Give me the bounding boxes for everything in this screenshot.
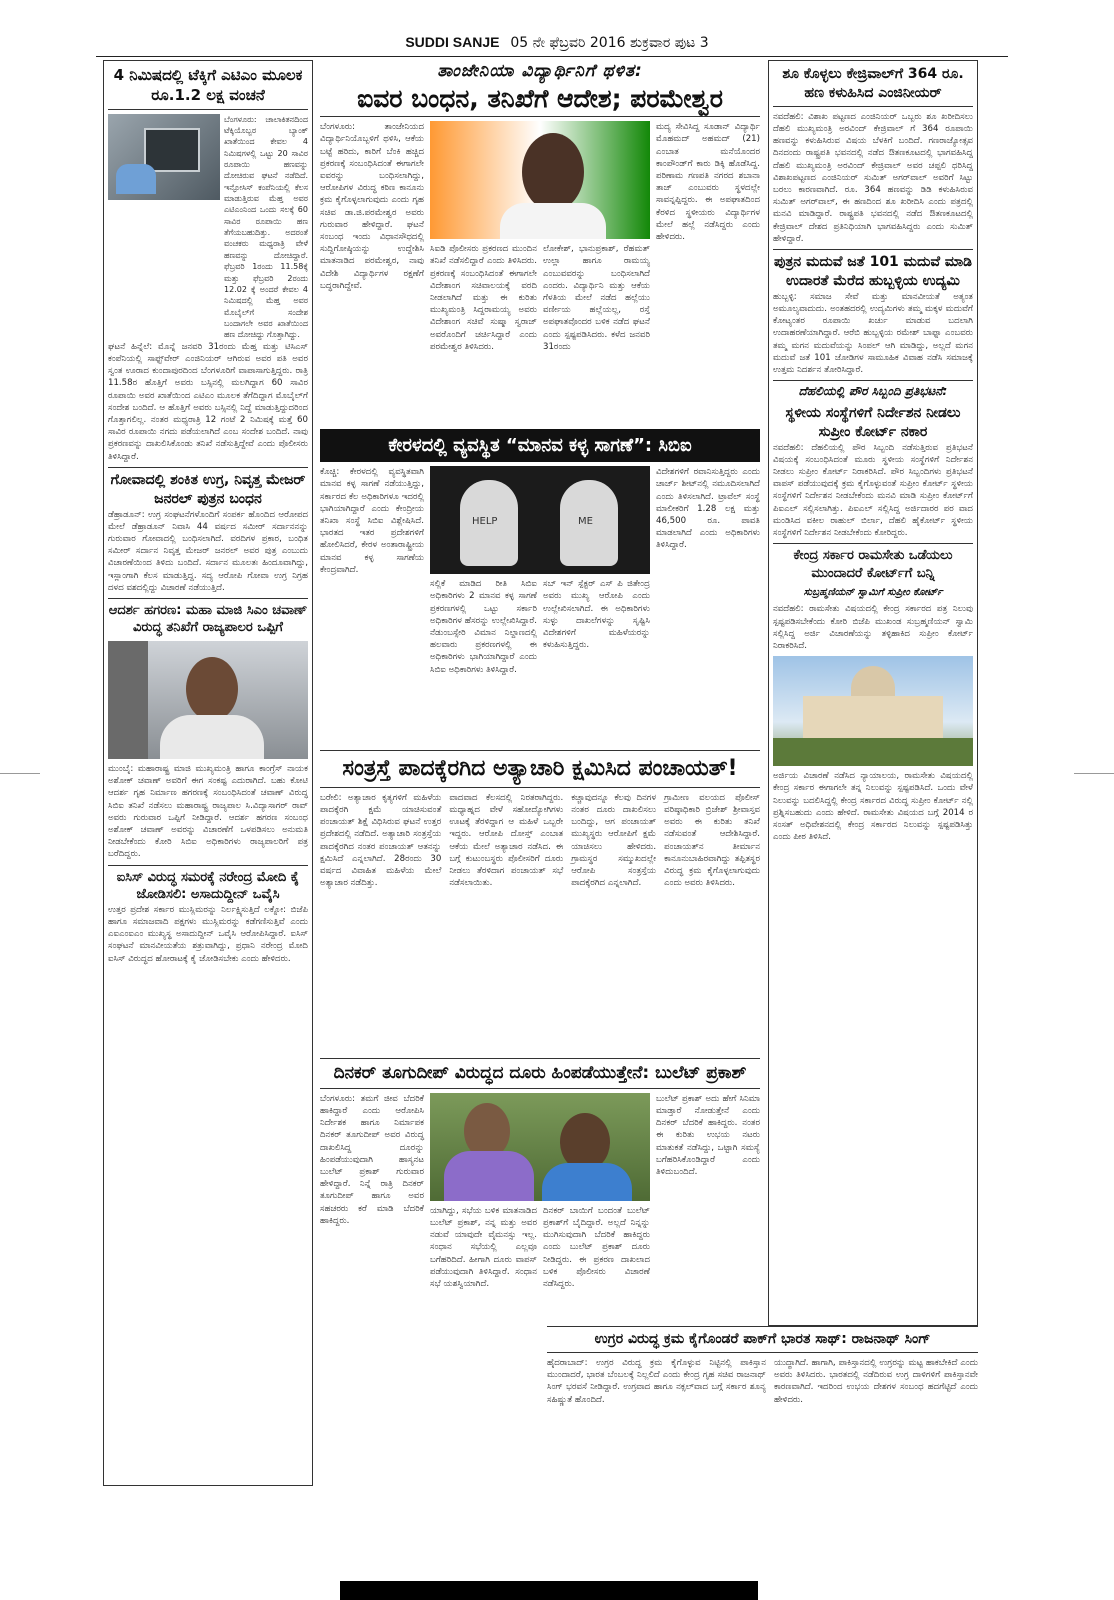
bullet-headline: ದಿನಕರ್ ತೂಗುದೀಪ್ ವಿರುದ್ಧದ ದೂರು ಹಿಂಪಡೆಯುತ್ತೇನೆ: ಬುಲೆಟ್ ಪ್ರಕಾಶ್ [320, 1058, 760, 1089]
left-column [103, 60, 313, 1486]
goa-body: ಡೆಹ್ರಾಡೂನ್: ಉಗ್ರ ಸಂಘಟನೆಗಳೊಂದಿಗೆ ಸಂಪರ್ಕ ಹೊಂದಿದ ಆರೋಪದ ಮೇಲೆ ಡೆಹ್ರಾಡೂನ್ ನಿವಾಸಿ 44 ವರ್ಷದ ಸಮೀರ್ ಸರ್ದಾನನನ್ನು ಗುರುವಾರ ಗೋವಾದಲ್ಲಿ ಬಂಧಿಸಲಾಗಿದೆ. ವರದಿಗಳ ಪ್ರಕಾರ, ಬಂಧಿತ ಸಮೀರ್ ಸರ್ದಾನ ನಿವೃತ್ತ ಮೇಜರ್ ಜನರಲ್ ಅವರ ಪುತ್ರ ಎಂಬುದು ವಿಚಾರಣೆಯಿಂದ ತಿಳಿದು ಬಂದಿದೆ. ಸರ್ದಾನ ಮೂಲತಃ ಹಿಂದೂವಾಗಿದ್ದು, ಇಸ್ಲಾಂಗಾಗಿ ಕೆಲಸ ಮಾಡುತ್ತಿದ್ದ. ಸದ್ಯ ಆರೋಪಿ ಗೋವಾ ಉಗ್ರ ನಿಗ್ರಹ ದಳದ ವಶದಲ್ಲಿದ್ದು ವಿಚಾರಣೆ ನಡೆಯುತ್ತಿದೆ. [108, 509, 308, 593]
ramasethu-lead: ನವದೆಹಲಿ: ರಾಮಸೇತು ವಿಷಯದಲ್ಲಿ ಕೇಂದ್ರ ಸರ್ಕಾರದ ಪತ್ರ ನಿಲುವು ಸ್ಪಷ್ಟಪಡಿಸಬೇಕೆಂದು ಕೋರಿ ಬಿಜೆಪಿ ಮುಖಂಡ ಸುಬ್ರಹ್ಮಣಿಯನ್ ಸ್ವಾಮಿ ಸಲ್ಲಿಸಿದ್ದ ಅರ್ಜಿ ವಿಚಾರಣೆಯನ್ನು ತಳ್ಳಿಹಾಕಿದ ಸುಪ್ರೀಂ ಕೋರ್ಟ್ ನಿರಾಕರಿಸಿದೆ. [773, 604, 973, 651]
kejriwal-body: ನವದೆಹಲಿ: ವಿಶಾಖ ಪಟ್ಟಣದ ಎಂಜಿನಿಯರ್ ಒಬ್ಬರು ಶೂ ಖರೀದಿಸಲು ದೆಹಲಿ ಮುಖ್ಯಮಂತ್ರಿ ಅರವಿಂದ್ ಕೇಜ್ರಿವಾಲ್ ಗೆ 364 ರೂಪಾಯಿ ಹಣವನ್ನು ಕಳುಹಿಸಿರುವ ವಿಷಯ ಬೆಳಕಿಗೆ ಬಂದಿದೆ. ಗಣರಾಜ್ಯೋತ್ಸವ ದಿನದಂದು ರಾಷ್ಟ್ರಪತಿ ಭವನದಲ್ಲಿ ನಡೆದ ಔತಣಕೂಟದಲ್ಲಿ ಭಾಗವಹಿಸಿದ್ದ ದೆಹಲಿ ಮುಖ್ಯಮಂತ್ರಿ ಅರವಿಂದ್ ಕೇಜ್ರಿವಾಲ್ ಅವರ ಚಪ್ಪಲಿ ಧರಿಸಿದ್ದ ವಿಶಾಖಪಟ್ಟಣದ ಎಂಜಿನಿಯರ್ ಸುಮಿತ್ ಅಗರ್‌ವಾಲ್ ಅವರಿಗೆ ಸಿಟ್ಟು ಬರಲು ಕಾರಣವಾಗಿದೆ. ರೂ. 364 ಹಣವನ್ನು ಡಿಡಿ ಕಳುಹಿಸಿರುವ ಸುಮಿತ್ ಅಗರ್‌ವಾಲ್, ಈ ಹಣದಿಂದ ಶೂ ಖರೀದಿಸಿ ಎಂದು ಪತ್ರದಲ್ಲಿ ಮನವಿ ಮಾಡಿದ್ದಾರೆ. ರಾಷ್ಟ್ರಪತಿ ಭವನದಲ್ಲಿ ನಡೆದ ಔತಣಕೂಟದಲ್ಲಿ ಕೇಜ್ರಿವಾಲ್ ದೇಶದ ಪ್ರತಿನಿಧಿಯಾಗಿ ಭಾಗವಹಿಸಿದ್ದರು ಎಂದು ಸುಮಿತ್ ಹೇಳಿದ್ದಾರೆ. [773, 111, 973, 244]
prakash-shirt [542, 1163, 632, 1201]
chavan-photo [108, 641, 308, 759]
left-margin-line [0, 773, 40, 774]
bullet-col4: ಬುಲೆಟ್ ಪ್ರಕಾಶ್ ಅದು ಹೇಗೆ ಸಿನಿಮಾ ಮಾಡ್ತಾರೆ ನೋಡುತ್ತೇನೆ ಎಂದು ದಿನಕರ್ ಬೆದರಿಕೆ ಹಾಕಿದ್ದರು. ನಂತರ ಈ ಕುರಿತು ಉಭಯ ನಟರು ಮಾತುಕತೆ ನಡೆಸಿದ್ದು, ಒಟ್ಟಾಗಿ ಸಮಸ್ಯೆ ಬಗೆಹರಿಸಿಕೊಂಡಿದ್ದಾರೆ ಎಂದು ತಿಳಿದುಬಂದಿದೆ. [656, 1093, 760, 1178]
right-margin-line [1074, 773, 1114, 774]
cbi-headline: ಕೇರಳದಲ್ಲಿ ವ್ಯವಸ್ಥಿತ “ಮಾನವ ಕಳ್ಳ ಸಾಗಣೆ”: ಸಿಬಿಐ [320, 429, 760, 462]
owaisi-body: ಉತ್ತರ ಪ್ರದೇಶ ಸರ್ಕಾರ ಮುಸ್ಲಿಮರನ್ನು ನಿರ್ಲಕ್ಷ್ಯಿಸುತ್ತಿದೆ ಲಕ್ನೋ: ಬಿಜೆಪಿ ಹಾಗೂ ಸಮಾಜವಾದಿ ಪಕ್ಷಗಳು ಮುಸ್ಲಿಮರನ್ನು ಕಡೆಗಣಿಸುತ್ತಿವೆ ಎಂದು ಎಐಎಂಐಎಂ ಮುಖ್ಯಸ್ಥ ಅಸಾದುದ್ದೀನ್ ಒವೈಸಿ ಆರೋಪಿಸಿದ್ದಾರೆ. ಐಸಿಸ್ ಸಂಘಟನೆ ಮಾನವೀಯತೆಯ ಶತ್ರುವಾಗಿದ್ದು, ಪ್ರಧಾನಿ ನರೇಂದ್ರ ಮೋದಿ ಐಸಿಸ್ ವಿರುದ್ಧದ ಹೋರಾಟಕ್ಕೆ ಕೈ ಜೋಡಿಸಬೇಕು ಎಂದು ಹೇಳಿದರು. [108, 904, 308, 964]
sc-kicker: ದೆಹಲಿಯಲ್ಲಿ ಪೌರ ಸಿಬ್ಬಂದಿ ಪ್ರತಿಭಟನೆ: [773, 380, 973, 400]
ramasethu-headline: ಕೇಂದ್ರ ಸರ್ಕಾರ ರಾಮಸೇತು ಒಡೆಯಲು ಮುಂದಾದರೆ ಕೋರ್ಟ್‌ಗೆ ಬನ್ನಿ [773, 543, 973, 582]
sc-headline: ಸ್ಥಳೀಯ ಸಂಸ್ಥೆಗಳಿಗೆ ನಿರ್ದೇಶನ ನೀಡಲು ಸುಪ್ರೀಂ ಕೋರ್ಟ್ ನಕಾರ [785, 404, 961, 440]
cbi-col3: ಸಬ್ ಇನ್ ಸ್ಪೆಕ್ಟರ್ ಎಸ್ ಪಿ ಜಿತೇಂದ್ರ ಅವರು ಮುಖ್ಯ ಆರೋಪಿ ಎಂದು ಉಲ್ಲೇಖಿಸಲಾಗಿದೆ. ಈ ಅಧಿಕಾರಿಗಳು ಸುಳ್ಳು ದಾಖಲೆಗಳನ್ನು ಸೃಷ್ಟಿಸಿ ವಿದೇಶಗಳಿಗೆ ಮಹಿಳೆಯರನ್ನು ಕಳುಹಿಸುತ್ತಿದ್ದರು. [543, 579, 650, 651]
ramasethu-body: ಅರ್ಜಿಯ ವಿಚಾರಣೆ ನಡೆಸಿದ ನ್ಯಾಯಾಲಯ, ರಾಮಸೇತು ವಿಷಯದಲ್ಲಿ ಕೇಂದ್ರ ಸರ್ಕಾರ ಈಗಾಗಲೇ ತನ್ನ ನಿಲುವನ್ನು ಸ್ಪಷ್ಟಪಡಿಸಿದೆ. ಒಂದು ವೇಳೆ ನಿಲುವನ್ನು ಬದಲಿಸಿದ್ದಲ್ಲಿ ಕೇಂದ್ರ ಸರ್ಕಾರದ ವಿರುದ್ಧ ಸುಪ್ರೀಂ ಕೋರ್ಟ್ ನಲ್ಲಿ ಪ್ರಶ್ನಿಸಬಹುದು ಎಂದು ಹೇಳಿದೆ. ರಾಮಸೇತು ವಿಷಯದ ಬಗ್ಗೆ 2014 ರ ಸಂಸತ್ ಅಧಿವೇಶನದಲ್ಲಿ ಕೇಂದ್ರ ಸರ್ಕಾರದ ನಿಲುವನ್ನು ಸ್ಪಷ್ಟಪಡಿಸಿತ್ತು ಎಂದು ಪೀಠ ತಿಳಿಸಿದೆ. [773, 771, 973, 843]
chavan-body: ಮುಂಬೈ: ಮಹಾರಾಷ್ಟ್ರ ಮಾಜಿ ಮುಖ್ಯಮಂತ್ರಿ ಹಾಗೂ ಕಾಂಗ್ರೆಸ್ ನಾಯಕ ಅಶೋಕ್ ಚವಾಣ್ ಅವರಿಗೆ ಈಗ ಸಂಕಷ್ಟ ಎದುರಾಗಿದೆ. ಬಹು ಕೋಟಿ ಆದರ್ಶ ಗೃಹ ನಿರ್ಮಾಣ ಹಗರಣಕ್ಕೆ ಸಂಬಂಧಿಸಿದಂತೆ ಚವಾಣ್ ವಿರುದ್ಧ ಸಿಬಿಐ ತನಿಖೆ ನಡೆಸಲು ಮಹಾರಾಷ್ಟ್ರ ರಾಜ್ಯಪಾಲ ಸಿ.ವಿದ್ಯಾಸಾಗರ್ ರಾವ್ ಅವರು ಗುರುವಾರ ಒಪ್ಪಿಗೆ ನೀಡಿದ್ದಾರೆ. ಆದರ್ಶ ಹಗರಣ ಸಂಬಂಧ ಅಶೋಕ್ ಚವಾಣ್ ಅವರನ್ನು ವಿಚಾರಣೆಗೆ ಒಳಪಡಿಸಲು ಅನುಮತಿ ನೀಡಬೇಕೆಂದು ಕೋರಿ ಸಿಬಿಐ ಅಧಿಕಾರಿಗಳು ರಾಜ್ಯಪಾಲರಿಗೆ ಪತ್ರ ಬರೆದಿದ್ದರು. [108, 764, 308, 860]
chavan-shirt [160, 715, 264, 759]
cbi-col4: ವಿದೇಶಗಳಿಗೆ ರವಾನಿಸುತ್ತಿದ್ದರು ಎಂದು ಚಾರ್ಜ್ ಶೀಟ್‌ನಲ್ಲಿ ನಮೂದಿಸಲಾಗಿದೆ ಎಂದು ತಿಳಿಸಲಾಗಿದೆ. ಟ್ರಾವೆಲ್ ಸಂಸ್ಥೆ ಮಾಲೀಕರಿಗೆ 1.28 ಲಕ್ಷ ಮತ್ತು 46,500 ರೂ. ಪಾವತಿ ಮಾಡಲಾಗಿದೆ ಎಂದು ಅಧಿಕಾರಿಗಳು ತಿಳಿಸಿದ್ದಾರೆ. [656, 467, 760, 551]
atm-lead: ಬೆಂಗಳೂರು: ಚಾಲಾಕಿತನದಿಂದ ಟೆಕ್ಕಿಯೊಬ್ಬರ ಬ್ಯಾಂಕ್ ಖಾತೆಯಿಂದ ಕೇವಲ 4 ನಿಮಿಷಗಳಲ್ಲಿ ಒಟ್ಟು 20 ಸಾವಿರ ರೂಪಾಯಿ ಹಣವನ್ನು ದೋಚಿರುವ ಘಟನೆ ನಡೆದಿದೆ. ಇನ್ಫೋಸಿಸ್ ಕಂಪೆನಿಯಲ್ಲಿ ಕೆಲಸ ಮಾಡುತ್ತಿರುವ ಮೆಹ್ತ ಅವರ ಎಟಿಎಂನಿಂದ ಒಂದು ಸಲಕ್ಕೆ 60 ಸಾವಿರ ರೂಪಾಯಿ ಹಣ ತೆಗೆಯಬಹುದಿತ್ತು. ಅದರಂತೆ ವಂಚಕರು ಮಧ್ಯರಾತ್ರಿ ವೇಳೆ ಹಣವನ್ನು ದೋಚಿದ್ದಾರೆ. ಫೆಬ್ರವರಿ 1ರಂದು 11.58ಕ್ಕೆ ಮತ್ತು ಫೆಬ್ರವರಿ 2ರಂದು 12.02 ಕ್ಕೆ ಅಂದರೆ ಕೇವಲ 4 ನಿಮಿಷದಲ್ಲಿ ಮೆಹ್ತ ಅವರ ಮೊಬೈಲ್‌ಗೆ ಸಂದೇಶ ಬಂದಾಗಲೇ ಅವರ ಖಾತೆಯಿಂದ ಹಣ ದೋಚಿದ್ದು ಗೊತ್ತಾಗಿದ್ದು. [224, 114, 308, 340]
bullet-col1: ಬೆಂಗಳೂರು: ತಮಗೆ ಜೀವ ಬೆದರಿಕೆ ಹಾಕಿದ್ದಾರೆ ಎಂದು ಆರೋಪಿಸಿ ನಿರ್ದೇಶಕ ಹಾಗೂ ನಿರ್ಮಾಪಕ ದಿನಕರ್ ತೂಗುದೀಪ್ ಅವರ ವಿರುದ್ಧ ದಾಖಲಿಸಿದ್ದ ದೂರನ್ನು ಹಿಂಪಡೆಯುವುದಾಗಿ ಹಾಸ್ಯನಟ ಬುಲೆಟ್ ಪ್ರಕಾಶ್ ಗುರುವಾರ ಹೇಳಿದ್ದಾರೆ. ನಿನ್ನೆ ರಾತ್ರಿ ದಿನಕರ್ ತೂಗುದೀಪ್ ಹಾಗೂ ಅವರ ಸಹಚರರು ಕರೆ ಮಾಡಿ ಬೆದರಿಕೆ ಹಾಕಿದ್ದರು. [320, 1093, 424, 1226]
court-dome [851, 666, 895, 696]
rajnath-col2: ಯುದ್ಧಾಗಿದೆ. ಹಾಗಾಗಿ, ಪಾಕಿಸ್ತಾನದಲ್ಲಿ ಉಗ್ರರನ್ನು ಮಟ್ಟ ಹಾಕಬೇಕಿದೆ ಎಂದು ಅವರು ತಿಳಿಸಿದರು. ಭಾರತದಲ್ಲಿ ನಡೆದಿರುವ ಉಗ್ರ ದಾಳಿಗಳಿಗೆ ಪಾಕಿಸ್ತಾನವೇ ಕಾರಣವಾಗಿದೆ. ಇದರಿಂದ ಉಭಯ ದೇಶಗಳ ಸಂಬಂಧ ಹದಗೆಟ್ಟಿದೆ ಎಂದು ಹೇಳಿದರು. [773, 1357, 978, 1405]
tanzania-col4: ಮದ್ಯ ಸೇವಿಸಿದ್ದ ಸೂಡಾನ್ ವಿದ್ಯಾರ್ಥಿ ಮೊಹಮದ್ ಅಹಮದ್ (21) ಎಂಬಾತ ಮನೆಯೊಂದರ ಕಾಂಪೌಂಡ್‌ಗೆ ಕಾರು ಡಿಕ್ಕಿ ಹೊಡೆಸಿದ್ದ. ಪರಿಣಾಮ ಗಣಪತಿ ನಗರದ ಶಬಾನಾ ತಾಜ್ ಎಂಬುವರು ಸ್ಥಳದಲ್ಲೇ ಸಾವನ್ನಪ್ಪಿದ್ದರು. ಈ ಅಪಘಾತದಿಂದ ಕೆರಳಿದ ಸ್ಥಳೀಯರು ವಿದ್ಯಾರ್ಥಿಗಳ ಮೇಲೆ ಹಲ್ಲೆ ನಡೆಸಿದ್ದರು ಎಂದು ಹೇಳಿದರು. [656, 122, 760, 243]
panchayat-col2: ವಾದವಾದ ಕೆಲಸದಲ್ಲಿ ನಿರತರಾಗಿದ್ದರು. ಮಧ್ಯಾಹ್ನದ ವೇಳೆ ಸಹೋದ್ಯೋಗಿಗಳು ಊಟಕ್ಕೆ ತೆರಳಿದ್ದಾಗ ಆ ಮಹಿಳೆ ಒಬ್ಬರೇ ಇದ್ದರು. ಆರೋಪಿ ದೋಸ್ತ್ ಎಂಬಾತ ಆಕೆಯ ಮೇಲೆ ಅತ್ಯಾಚಾರ ನಡೆಸಿದ. ಈ ಬಗ್ಗೆ ಕುಟುಂಬಸ್ಥರು ಪೊಲೀಸರಿಗೆ ದೂರು ನೀಡಲು ತೆರಳಿದಾಗ ಪಂಚಾಯತ್ ಸಭೆ ನಡೆಸಲಾಯಿತು. [449, 792, 564, 889]
dinakar-shirt [444, 1151, 534, 1201]
tanzania-headline: ಐವರ ಬಂಧನ, ತನಿಖೆಗೆ ಆದೇಶ; ಪರಮೇಶ್ವರ [320, 83, 760, 117]
tanzania-col3: ಲೋಕೇಶ್, ಭಾನುಪ್ರಕಾಶ್, ರೆಹಮತ್ ಉಲ್ಲಾ ಹಾಗೂ ರಾಮಯ್ಯ ಎಂಬುವವರನ್ನು ಬಂಧಿಸಲಾಗಿದೆ ಎಂದರು. ವಿದ್ಯಾರ್ಥಿನಿ ಮತ್ತು ಆಕೆಯ ಗೆಳತಿಯ ಮೇಲೆ ನಡೆದ ಹಲ್ಲೆಯು ವರ್ಣೀಯ ಹಲ್ಲೆಯಲ್ಲ, ರಸ್ತೆ ಅಪಘಾತವೊಂದರ ಬಳಿಕ ನಡೆದ ಘಟನೆ ಎಂದು ಸ್ಪಷ್ಟಪಡಿಸಿದರು. ಕಳೆದ ಜನವರಿ 31ರಂದು [543, 244, 650, 352]
help-me-photo [430, 466, 650, 574]
kejriwal-headline: ಶೂ ಕೊಳ್ಳಲು ಕೇಜ್ರಿವಾಲ್‌ಗೆ 364 ರೂ. ಹಣ ಕಳುಹಿಸಿದ ಎಂಜಿನೀಯರ್ [773, 65, 973, 107]
hubli-headline: ಪುತ್ರನ ಮದುವೆ ಜತೆ 101 ಮದುವೆ ಮಾಡಿ ಉದಾರತೆ ಮೆರೆದ ಹುಬ್ಬಳ್ಳಿಯ ಉದ್ಯಮಿ [773, 249, 973, 291]
ramasethu-kicker: ಸುಬ್ರಹ್ಮಣಿಯನ್ ಸ್ವಾಮಿಗೆ ಸುಪ್ರೀಂ ಕೋರ್ಟ್ [803, 587, 943, 599]
masthead-rule [96, 56, 1008, 57]
chavan-face [186, 657, 238, 721]
center-column [320, 60, 760, 1486]
chavan-headline: ಆದರ್ಶ ಹಗರಣ: ಮಹಾ ಮಾಜಿ ಸಿಎಂ ಚವಾಣ್ ವಿರುದ್ಧ ತನಿಖೆಗೆ ರಾಜ್ಯಪಾಲರ ಒಪ್ಪಿಗೆ [108, 598, 308, 637]
paper-name: SUDDI SANJE [405, 34, 500, 50]
court-lawn [773, 738, 973, 766]
atm-body: ಘಟನೆ ಹಿನ್ನೆಲೆ: ಮೊನ್ನೆ ಜನವರಿ 31ರಂದು ಮೆಹ್ತ ಮತ್ತು ಟಿಸಿಎಸ್ ಕಂಪೆನಿಯಲ್ಲಿ ಸಾಫ್ಟ್‌ವೇರ್ ಎಂಜಿನಿಯರ್ ಆಗಿರುವ ಅವರ ಪತಿ ಅವರ ಸ್ವಂತ ಊರಾದ ಕುಂದಾಪುರದಿಂದ ಬೆಂಗಳೂರಿಗೆ ವಾಪಾಸಾಗುತ್ತಿದ್ದರು. ರಾತ್ರಿ 11.58ರ ಹೊತ್ತಿಗೆ ಅವರು ಬಸ್ಸಿನಲ್ಲಿ ಮಲಗಿದ್ದಾಗ 60 ಸಾವಿರ ರೂಪಾಯಿ ಅವರ ಖಾತೆಯಿಂದ ಎಟಿಎಂ ಮೂಲಕ ತೆಗೆದಿದ್ದಾಗ ಮೊಬೈಲ್‌ಗೆ ಸಂದೇಶ ಬಂದಿದೆ. ಆ ಹೊತ್ತಿಗೆ ಅವರು ಬಸ್ಸಿನಲ್ಲಿ ನಿದ್ದೆ ಮಾಡುತ್ತಿದ್ದುದರಿಂದ ಗೊತ್ತಾಗಲಿಲ್ಲ. ನಂತರ ಮಧ್ಯರಾತ್ರಿ 12 ಗಂಟೆ 2 ನಿಮಿಷಕ್ಕೆ ಮತ್ತೆ 60 ಸಾವಿರ ರೂಪಾಯಿ ನಗದು ಪಡೆಯಲಾಗಿದೆ ಎಂಬ ಸಂದೇಶ ಬಂದಿದೆ. ನಾವು ಪ್ರಕರಣವನ್ನು ದಾಖಲಿಸಿಕೊಂಡು ತನಿಖೆ ನಡೆಸುತ್ತಿದ್ದೇವೆ ಎಂದು ಪೊಲೀಸರು ತಿಳಿಸಿದ್ದಾರೆ. [108, 341, 308, 462]
right-column [768, 60, 978, 1326]
tanzania-col2: ಸಿಐಡಿ ಪೊಲೀಸರು ಪ್ರಕರಣದ ಮುಂದಿನ ತನಿಖೆ ನಡೆಸಲಿದ್ದಾರೆ ಎಂದು ತಿಳಿಸಿದರು. ಪ್ರಕರಣಕ್ಕೆ ಸಂಬಂಧಿಸಿದಂತೆ ಈಗಾಗಲೇ ವಿದೇಶಾಂಗ ಸಚಿವಾಲಯಕ್ಕೆ ವರದಿ ನೀಡಲಾಗಿದೆ ಮತ್ತು ಈ ಕುರಿತು ಮುಖ್ಯಮಂತ್ರಿ ಸಿದ್ದರಾಮಯ್ಯ ಅವರು ವಿದೇಶಾಂಗ ಸಚಿವೆ ಸುಷ್ಮಾ ಸ್ವರಾಜ್ ಅವರೊಂದಿಗೆ ಚರ್ಚಿಸಿದ್ದಾರೆ ಎಂದು ಪರಮೇಶ್ವರ ತಿಳಿಸಿದರು. [430, 244, 537, 352]
sc-body: ನವದೆಹಲಿ: ದೆಹಲಿಯಲ್ಲಿ ಪೌರ ಸಿಬ್ಬಂದಿ ನಡೆಸುತ್ತಿರುವ ಪ್ರತಿಭಟನೆ ವಿಷಯಕ್ಕೆ ಸಂಬಂಧಿಸಿದಂತೆ ಮೂರು ಸ್ಥಳೀಯ ಸಂಸ್ಥೆಗಳಿಗೆ ನಿರ್ದೇಶನ ನೀಡಲು ಸುಪ್ರೀಂ ಕೋರ್ಟ್ ನಿರಾಕರಿಸಿದೆ. ಪೌರ ಸಿಬ್ಬಂದಿಗಳು ಪ್ರತಿಭಟನೆ ವಾಪಸ್ ಪಡೆಯುವುದಕ್ಕೆ ಕ್ರಮ ಕೈಗೊಳ್ಳುವಂತೆ ಸುಪ್ರೀಂ ಕೋರ್ಟ್ ಸ್ಥಳೀಯ ಸಂಸ್ಥೆಗಳಿಗೆ ನಿರ್ದೇಶನ ನೀಡಬೇಕೆಂದು ಮನವಿ ಮಾಡಿ ಸುಪ್ರೀಂ ಕೋರ್ಟ್‌ಗೆ ಪಿಐಎಲ್ ಸಲ್ಲಿಸಲಾಗಿತ್ತು. ಪಿಐಎಲ್ ಸಲ್ಲಿಸಿದ್ದ ಅರ್ಜಿದಾರರ ಪರ ವಾದ ಮಂಡಿಸಿದ ವಕೀಲ ರಾಹುಲ್ ಬಿರ್ಲಾ, ದೆಹಲಿ ಹೈಕೋರ್ಟ್ ಸ್ಥಳೀಯ ಸಂಸ್ಥೆಗಳಿಗೆ ನಿರ್ದೇಶನ ನೀಡಬೇಕೆಂದು ಕೋರಿದ್ದರು. [773, 442, 973, 539]
bullet-col3: ದಿನಕರ್ ಬಾಯಿಗೆ ಬಂದಂತೆ ಬುಲೆಟ್ ಪ್ರಕಾಶ್‌ಗೆ ಬೈದಿದ್ದಾರೆ. ಅಲ್ಲದೆ ನಿನ್ನನ್ನು ಮುಗಿಸುವುದಾಗಿ ಬೆದರಿಕೆ ಹಾಕಿದ್ದರು ಎಂದು ಬುಲೆಟ್ ಪ್ರಕಾಶ್ ದೂರು ನೀಡಿದ್ದರು. ಈ ಪ್ರಕರಣ ದಾಖಲಾದ ಬಳಿಕ ಪೊಲೀಸರು ವಿಚಾರಣೆ ನಡೆಸಿದ್ದರು. [543, 1205, 650, 1290]
goa-headline: ಗೋವಾದಲ್ಲಿ ಶಂಕಿತ ಉಗ್ರ, ನಿವೃತ್ತ ಮೇಜರ್ ಜನರಲ್ ಪುತ್ರನ ಬಂಧನ [108, 467, 308, 509]
atm-screen [144, 128, 200, 172]
masthead [0, 34, 1114, 54]
atm-headline: 4 ನಿಮಿಷದಲ್ಲಿ ಟೆಕ್ಕಿಗೆ ಎಟಿಎಂ ಮೂಲಕ ರೂ.1.2 ಲಕ್ಷ ವಂಚನೆ [108, 65, 308, 110]
cbi-col2: ಸಲ್ಲಿಕೆ ಮಾಡಿದ ರೀತಿ ಸಿಬಿಐ ಅಧಿಕಾರಿಗಳು 2 ಮಾನವ ಕಳ್ಳ ಸಾಗಣೆ ಪ್ರಕರಣಗಳಲ್ಲಿ ಒಟ್ಟು ಸರ್ಕಾರಿ ಅಧಿಕಾರಿಗಳ ಹೆಸರನ್ನು ಉಲ್ಲೇಖಿಸಿದ್ದಾರೆ. ನೆಡುಂಬಸ್ಸೇರಿ ವಿಮಾನ ನಿಲ್ದಾಣದಲ್ಲಿ ಹಲವಾರು ಪ್ರಕರಣಗಳಲ್ಲಿ ಈ ಅಧಿಕಾರಿಗಳು ಭಾಗಿಯಾಗಿದ್ದಾರೆ ಎಂದು ಸಿಬಿಐ ಅಧಿಕಾರಿಗಳು ತಿಳಿಸಿದ್ದಾರೆ. [430, 579, 537, 675]
help-text: HELP [472, 516, 498, 528]
me-text: ME [578, 516, 593, 528]
hubli-body: ಹುಬ್ಬಳ್ಳಿ: ಸಮಾಜ ಸೇವೆ ಮತ್ತು ಮಾನವೀಯತೆ ಅತ್ಯಂತ ಅಮೂಲ್ಯವಾದುದು. ಅಂತಹದರಲ್ಲಿ ಉದ್ಯಮಿಗಳು ತಮ್ಮ ಮಕ್ಕಳ ಮದುವೆಗೆ ಕೋಟ್ಯಂತರ ರೂಪಾಯಿ ಖರ್ಚು ಮಾಡುವ ಬದಲಾಗಿ ಉದಾಹರಣೆಯಾಗಿದ್ದಾರೆ. ಆರೆಬಿ ಹುಬ್ಬಳ್ಳಿಯ ರಮೇಶ್ ಬಾಫ್ನಾ ಎಂಬವರು ತಮ್ಮ ಮಗನ ಮದುವೆಯನ್ನು ಸಿಂಪಲ್ ಆಗಿ ಮಾಡಿದ್ದು, ಅಲ್ಲದೆ ಮಗನ ಮದುವೆ ಜತೆ 101 ಜೋಡಿಗಳ ಸಾಮೂಹಿಕ ವಿವಾಹ ನಡೆಸಿ ಸಮಾಜಕ್ಕೆ ಉತ್ತಮ ನಿದರ್ಶನ ತೋರಿಸಿದ್ದಾರೆ. [773, 291, 973, 376]
tanzania-col1: ಬೆಂಗಳೂರು: ತಾಂಜೇನಿಯದ ವಿದ್ಯಾರ್ಥಿನಿಯೊಬ್ಬಳಿಗೆ ಥಳಿಸಿ, ಆಕೆಯ ಬಟ್ಟೆ ಹರಿದು, ಕಾರಿಗೆ ಬೆಂಕಿ ಹಚ್ಚಿದ ಪ್ರಕರಣಕ್ಕೆ ಸಂಬಂಧಿಸಿದಂತೆ ಈಗಾಗಲೇ ಐವರನ್ನು ಬಂಧಿಸಲಾಗಿದ್ದು, ಆರೋಪಿಗಳ ವಿರುದ್ಧ ಕಠಿಣ ಕಾನೂನು ಕ್ರಮ ಕೈಗೊಳ್ಳಲಾಗುವುದು ಎಂದು ಗೃಹ ಸಚಿವ ಡಾ.ಜಿ.ಪರಮೇಶ್ವರ ಅವರು ಗುರುವಾರ ಹೇಳಿದ್ದಾರೆ. ಘಟನೆ ಸಂಬಂಧ ಇಂದು ವಿಧಾನಸೌಧದಲ್ಲಿ ಸುದ್ದಿಗೋಷ್ಠಿಯನ್ನು ಉದ್ದೇಶಿಸಿ ಮಾತನಾಡಿದ ಪರಮೇಶ್ವರ, ನಾವು ವಿದೇಶಿ ವಿದ್ಯಾರ್ಥಿಗಳ ರಕ್ಷಣೆಗೆ ಬದ್ಧರಾಗಿದ್ದೇವೆ. [320, 122, 424, 291]
parameshwara-face [522, 133, 584, 211]
chavan-chair [108, 641, 148, 759]
rajnath-block [547, 1326, 978, 1477]
supreme-court-photo [773, 656, 973, 766]
cbi-col1: ಕೊಚ್ಚಿ: ಕೇರಳದಲ್ಲಿ ವ್ಯವಸ್ಥಿತವಾಗಿ ಮಾನವ ಕಳ್ಳ ಸಾಗಣೆ ನಡೆಯುತ್ತಿದ್ದು, ಸರ್ಕಾರದ ಕೆಲ ಅಧಿಕಾರಿಗಳೂ ಇದರಲ್ಲಿ ಭಾಗಿಯಾಗಿದ್ದಾರೆ ಎಂದು ಕೇಂದ್ರೀಯ ತನಿಖಾ ಸಂಸ್ಥೆ ಸಿಬಿಐ ವಿಶ್ಲೇಷಿಸಿದೆ. ಭಾರತದ ಇತರ ಪ್ರದೇಶಗಳಿಗೆ ಹೋಲಿಸಿದರೆ, ಕೇರಳ ಅಂತಾರಾಷ್ಟ್ರೀಯ ಮಾನವ ಕಳ್ಳ ಸಾಗಣೆಯ ಕೇಂದ್ರವಾಗಿದೆ. [320, 467, 424, 575]
rajnath-col1: ಹೈದರಾಬಾದ್: ಉಗ್ರರ ವಿರುದ್ಧ ಕ್ರಮ ಕೈಗೊಳ್ಳುವ ನಿಟ್ಟಿನಲ್ಲಿ ಪಾಕಿಸ್ತಾನ ಮುಂದಾದರೆ, ಭಾರತ ಬೆಂಬಲಕ್ಕೆ ನಿಲ್ಲಲಿದೆ ಎಂದು ಕೇಂದ್ರ ಗೃಹ ಸಚಿವ ರಾಜನಾಥ್ ಸಿಂಗ್ ಭರವಸೆ ನೀಡಿದ್ದಾರೆ. ಉಗ್ರವಾದ ಹಾಗೂ ನಕ್ಸಲ್‌ವಾದ ಬಗ್ಗೆ ಸರ್ಕಾರ ಶೂನ್ಯ ಸಹಿಷ್ಣುತೆ ಹೊಂದಿದೆ. [547, 1357, 766, 1405]
court-building [803, 696, 943, 744]
atm-user-hand [116, 164, 156, 194]
panchayat-col3: ಕಚ್ಚಾವುದನ್ನೂ ಕೆಲವು ದಿನಗಳ ನಂತರ ದೂರು ದಾಖಲಿಸಲು ಬಂದಿದ್ದು, ಆಗ ಪಂಚಾಯತ್ ಮುಖ್ಯಸ್ಥರು ಆರೋಪಿಗೆ ಕ್ಷಮೆ ಯಾಚಿಸಲು ಹೇಳಿದರು. ಗ್ರಾಮಸ್ಥರ ಸಮ್ಮುಖದಲ್ಲೇ ಆರೋಪಿ ಸಂತ್ರಸ್ತೆಯ ಪಾದಕ್ಕೆರಗಿದ ಎನ್ನಲಾಗಿದೆ. [571, 792, 657, 889]
atm-photo [108, 114, 220, 200]
tanzania-kicker: ತಾಂಜೇನಿಯಾ ವಿದ್ಯಾರ್ಥಿನಿಗೆ ಥಳಿತ: [437, 61, 643, 81]
panchayat-col4: ಗ್ರಾಮೀಣ ವಲಯದ ಪೊಲೀಸ್ ವರಿಷ್ಠಾಧಿಕಾರಿ ಬ್ರಿಜೇಶ್ ಶ್ರೀವಾಸ್ತವ ಅವರು ಈ ಕುರಿತು ತನಿಖೆ ನಡೆಸುವಂತೆ ಆದೇಶಿಸಿದ್ದಾರೆ. ಪಂಚಾಯತ್‌ನ ತೀರ್ಮಾನ ಕಾನೂನುಬಾಹಿರವಾಗಿದ್ದು ತಪ್ಪಿತಸ್ಥರ ವಿರುದ್ಧ ಕ್ರಮ ಕೈಗೊಳ್ಳಲಾಗುವುದು ಎಂದು ಅವರು ತಿಳಿಸಿದರು. [664, 792, 760, 889]
rajnath-headline: ಉಗ್ರರ ವಿರುದ್ಧ ಕ್ರಮ ಕೈಗೊಂಡರೆ ಪಾಕ್‌ಗೆ ಭಾರತ ಸಾಥ್: ರಾಜನಾಥ್ ಸಿಂಗ್ [547, 1326, 978, 1353]
parameshwara-photo [430, 121, 650, 239]
bottom-black-bar [340, 1581, 758, 1600]
bullet-prakash-photo [430, 1093, 650, 1201]
bullet-col2: ಯಾಗಿದ್ದು, ಸಭೆಯ ಬಳಿಕ ಮಾತನಾಡಿದ ಬುಲೆಟ್ ಪ್ರಕಾಶ್, ನನ್ನ ಮತ್ತು ಅವರ ನಡುವೆ ಯಾವುದೇ ವೈಮನಸ್ಸು ಇಲ್ಲ. ಸಂಧಾನ ಸಭೆಯಲ್ಲಿ ಎಲ್ಲವೂ ಬಗೆಹರಿದಿದೆ. ಹೀಗಾಗಿ ದೂರು ವಾಪಸ್ ಪಡೆಯುವುದಾಗಿ ತಿಳಿಸಿದ್ದಾರೆ. ಸಂಧಾನ ಸಭೆ ಯಶಸ್ವಿಯಾಗಿದೆ. [430, 1205, 537, 1290]
panchayat-col1: ಬರೇಲಿ: ಅತ್ಯಾಚಾರ ಕೃತ್ಯಗಳಿಗೆ ಮಹಿಳೆಯ ಪಾದಕ್ಕೆರಗಿ ಕ್ಷಮೆ ಯಾಚಿಸುವಂತೆ ಪಂಚಾಯತ್ ಶಿಕ್ಷೆ ವಿಧಿಸಿರುವ ಘಟನೆ ಉತ್ತರ ಪ್ರದೇಶದಲ್ಲಿ ನಡೆದಿದೆ. ಅತ್ಯಾಚಾರಿ ಸಂತ್ರಸ್ತೆಯ ಪಾದಕ್ಕೆರಗಿದ ನಂತರ ಪಂಚಾಯತ್ ಆತನನ್ನು ಕ್ಷಮಿಸಿದೆ ಎನ್ನಲಾಗಿದೆ. 28ರಂದು 30 ವರ್ಷದ ವಿವಾಹಿತ ಮಹಿಳೆಯ ಮೇಲೆ ಅತ್ಯಾಚಾರ ನಡೆದಿತ್ತು. [320, 792, 442, 889]
owaisi-headline: ಐಸಿಸ್ ವಿರುದ್ಧ ಸಮರಕ್ಕೆ ನರೇಂದ್ರ ಮೋದಿ ಕೈ ಜೋಡಿಸಲಿ: ಅಸಾದುದ್ದೀನ್ ಒವೈಸಿ [108, 865, 308, 904]
parameshwara-shirt [500, 203, 606, 239]
panchayat-headline: ಸಂತ್ರಸ್ತೆ ಪಾದಕ್ಕೆರಗಿದ ಅತ್ಯಾಚಾರಿ ಕ್ಷಮಿಸಿದ ಪಂಚಾಯತ್! [320, 750, 760, 788]
date-line: 05 ನೇ ಫೆಬ್ರವರಿ 2016 ಶುಕ್ರವಾರ ಪುಟ 3 [510, 35, 709, 51]
